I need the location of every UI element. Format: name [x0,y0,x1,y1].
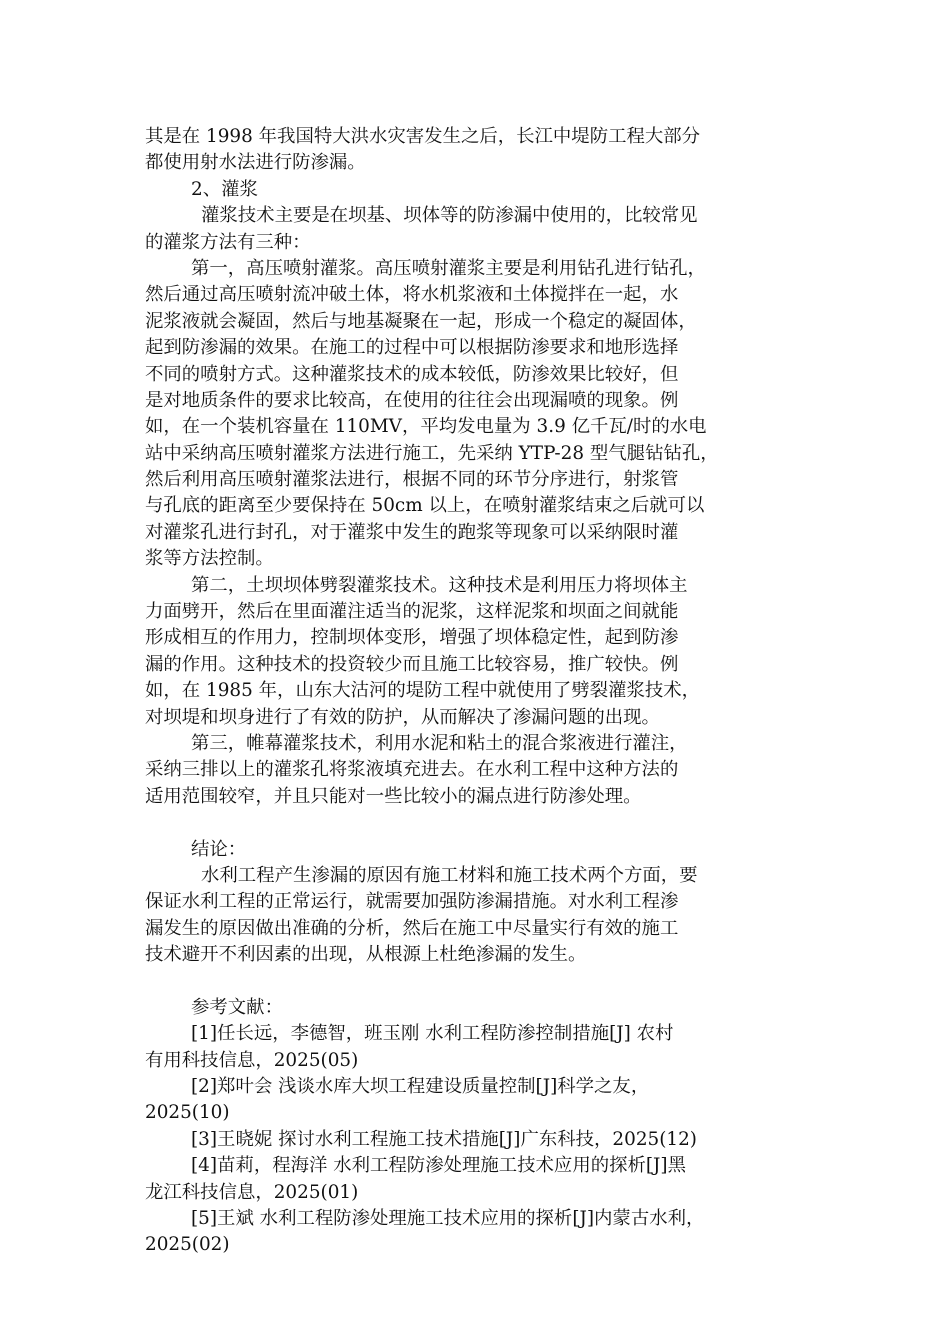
body-text-line: 如，在一个装机容量在 110MV，平均发电量为 3.9 亿千瓦/时的水电 [145,416,707,438]
body-text-line: 与孔底的距离至少要保持在 50cm 以上，在喷射灌浆结束之后就可以 [145,495,705,517]
body-text-line: 对坝堤和坝身进行了有效的防护，从而解决了渗漏问题的出现。 [145,706,660,728]
reference-item-continuation: 2025(10) [145,1102,230,1124]
body-text-line: 灌浆技术主要是在坝基、坝体等的防渗漏中使用的，比较常见 [201,205,698,227]
body-text-line: 其是在 1998 年我国特大洪水灾害发生之后，长江中堤防工程大部分 [145,126,701,147]
body-text-line: 采纳三排以上的灌浆孔将浆液填充进去。在水利工程中这种方法的 [145,759,679,781]
body-text-line: 然后通过高压喷射流冲破土体，将水机浆液和土体搅拌在一起，水 [145,284,679,306]
body-text-line: 都使用射水法进行防渗漏。 [145,152,366,174]
body-text-line: 力面劈开，然后在里面灌注适当的泥浆，这样泥浆和坝面之间就能 [145,601,679,623]
document-page [145,124,817,1259]
body-text-line: 第三，帷幕灌浆技术，利用水泥和粘土的混合浆液进行灌注， [191,732,688,754]
reference-item: [5]王斌 水利工程防渗处理施工技术应用的探析[J]内蒙古水利， [191,1208,705,1230]
body-text-line: 是对地质条件的要求比较高，在使用的往往会出现漏喷的现象。例 [145,389,679,411]
body-text-line: 对灌浆孔进行封孔，对于灌浆中发生的跑浆等现象可以采纳限时灌 [145,521,679,543]
reference-item-continuation: 2025(02) [145,1234,230,1256]
reference-item-continuation: 龙江科技信息，2025(01) [145,1181,359,1203]
body-text-line: 漏发生的原因做出准确的分析，然后在施工中尽量实行有效的施工 [145,917,679,939]
body-text-line: 水利工程产生渗漏的原因有施工材料和施工技术两个方面，要 [201,864,698,886]
reference-item: [4]苗莉，程海洋 水利工程防渗处理施工技术应用的探析[J]黑 [191,1155,686,1177]
paragraph-spacer [145,969,817,995]
body-text-line: 技术避开不利因素的出现，从根源上杜绝渗漏的发生。 [145,944,587,966]
paragraph-spacer [145,810,817,836]
body-text-line: 第二，土坝坝体劈裂灌浆技术。这种技术是利用压力将坝体主 [191,574,688,596]
body-text-line: 适用范围较窄，并且只能对一些比较小的漏点进行防渗处理。 [145,785,642,807]
body-text-line: 的灌浆方法有三种： [145,231,311,253]
body-text-line: 不同的喷射方式。这种灌浆技术的成本较低，防渗效果比较好，但 [145,363,679,385]
conclusion-heading: 结论： [191,838,247,860]
reference-item: [1]任长远，李德智，班玉刚 水利工程防渗控制措施[J] 农村 [191,1023,674,1045]
reference-item: [2]郑叶会 浅谈水库大坝工程建设质量控制[J]科学之友， [191,1076,650,1098]
body-text-line: 起到防渗漏的效果。在施工的过程中可以根据防渗要求和地形选择 [145,337,679,359]
body-text-line: 形成相互的作用力，控制坝体变形，增强了坝体稳定性，起到防渗 [145,627,679,649]
section-heading: 2、灌浆 [191,178,258,200]
body-text-line: 如，在 1985 年，山东大沽河的堤防工程中就使用了劈裂灌浆技术， [145,680,701,702]
body-text-line: 泥浆液就会凝固，然后与地基凝聚在一起，形成一个稳定的凝固体， [145,310,697,332]
body-text-line: 第一，高压喷射灌浆。高压喷射灌浆主要是利用钻孔进行钻孔， [191,257,706,279]
body-text-line: 浆等方法控制。 [145,548,274,570]
body-text-line: 保证水利工程的正常运行，就需要加强防渗漏措施。对水利工程渗 [145,891,679,913]
body-text-line: 站中采纳高压喷射灌浆方法进行施工，先采纳 YTP-28 型气腿钻钻孔， [145,442,719,464]
body-text-line: 漏的作用。这种技术的投资较少而且施工比较容易，推广较快。例 [145,653,679,675]
reference-item-continuation: 有用科技信息，2025(05) [145,1049,359,1071]
body-text-line: 然后利用高压喷射灌浆法进行，根据不同的环节分序进行，射浆管 [145,469,679,491]
references-heading: 参考文献： [191,996,283,1018]
reference-item: [3]王晓妮 探讨水利工程施工技术措施[J]广东科技，2025(12) [191,1128,697,1150]
